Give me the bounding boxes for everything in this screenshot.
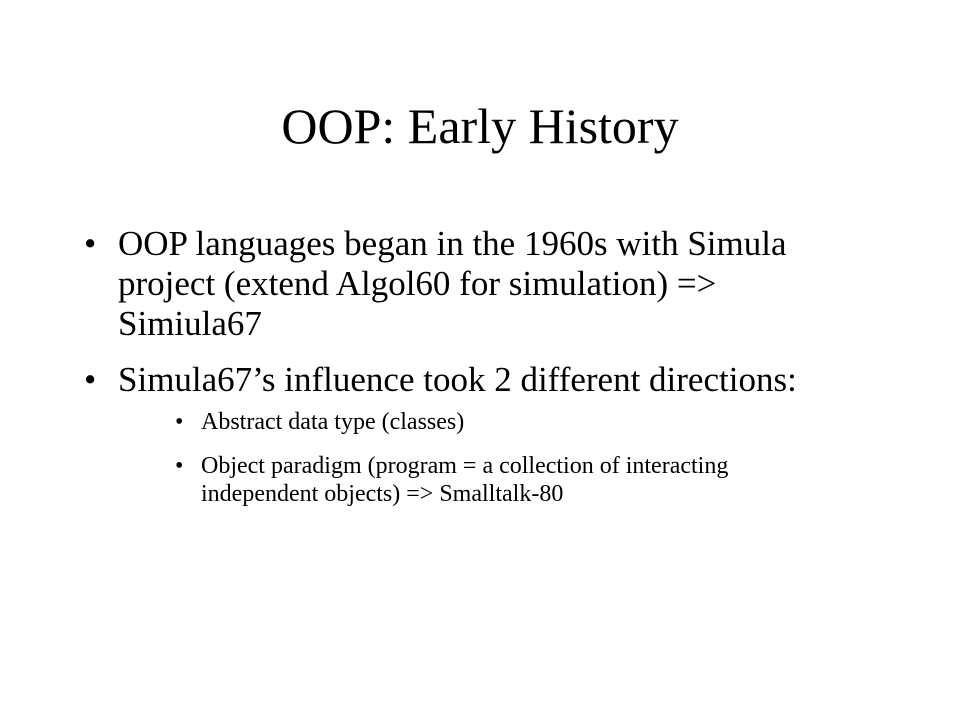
bullet-item (84, 360, 864, 508)
sub-bullet-item (171, 408, 841, 436)
sub-bullet-text: Object paradigm (program = a collection of interacting independent objects) => Smalltalk-80 (201, 453, 729, 507)
bullet-dot-icon: • (84, 360, 97, 399)
sub-bullet-item (171, 452, 841, 508)
sub-bullet-dot-icon: • (175, 453, 184, 479)
bullet-item (84, 224, 864, 344)
sub-bullet-dot-icon: • (175, 409, 184, 435)
bullet-text: Simula67’s influence took 2 different directions: (118, 360, 797, 399)
sub-bullet-text: Abstract data type (classes) (201, 409, 465, 435)
bullet-list (84, 224, 864, 524)
bullet-text: OOP languages began in the 1960s with Simula project (extend Algol60 for simulation) => Simiula67 (118, 224, 787, 343)
slide-title: OOP: Early History (281, 98, 679, 154)
sub-bullet-list (171, 408, 841, 508)
bullet-dot-icon: • (84, 224, 97, 263)
